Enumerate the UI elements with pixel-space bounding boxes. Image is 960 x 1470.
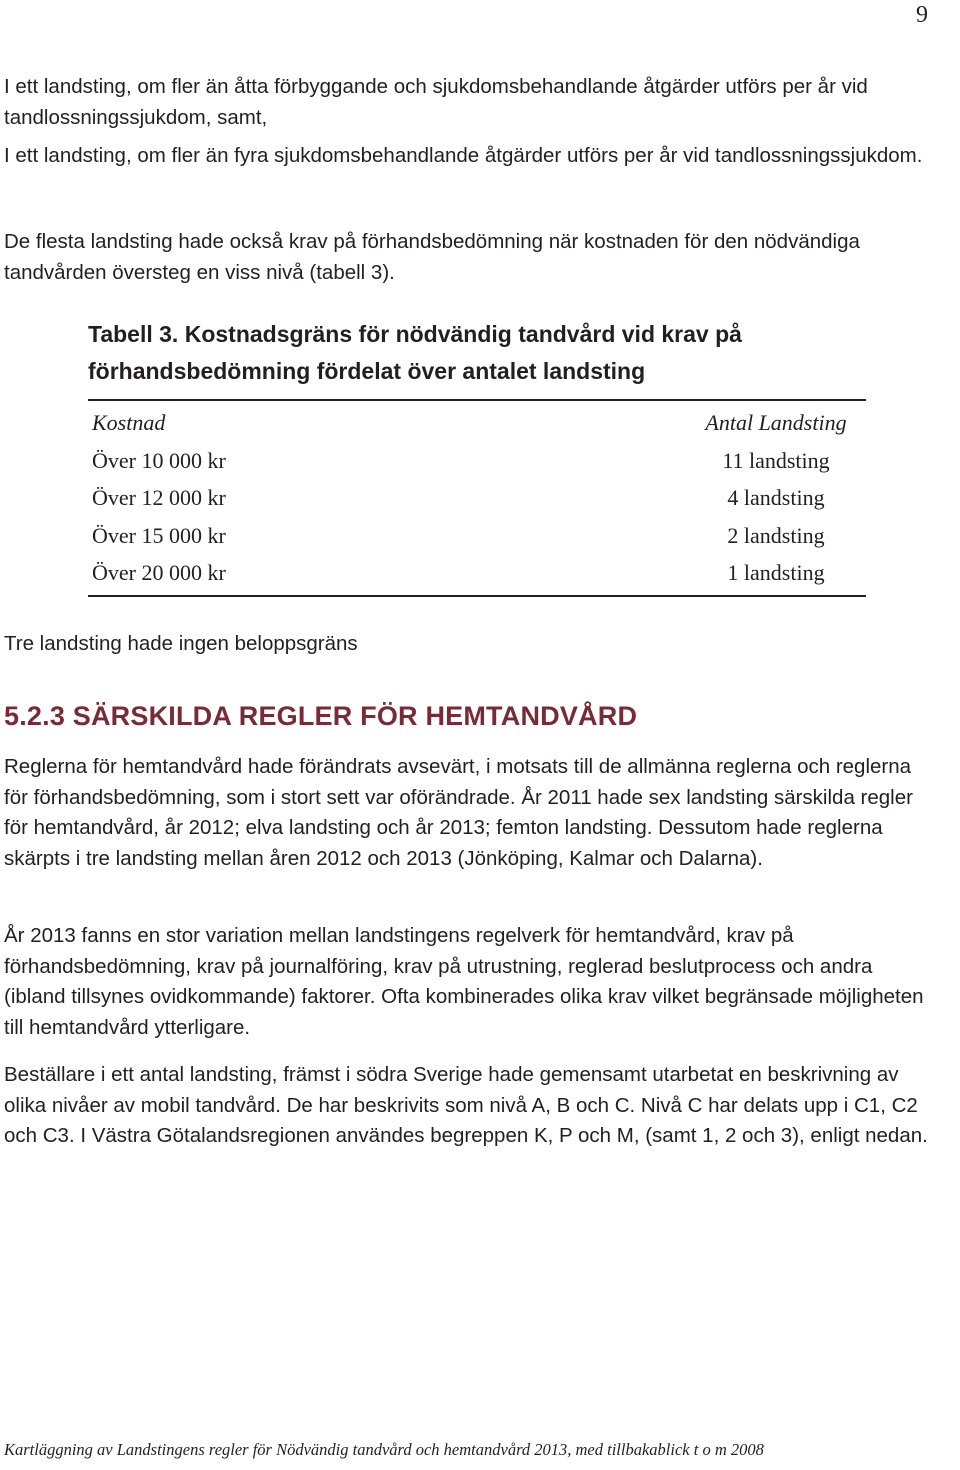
paragraph: Beställare i ett antal landsting, främst i södra Sverige hade gemensamt utarbetat en beskrivning av olika nivåer av mobil tandvård. De har beskrivits som nivå A, B och C. Nivå C har delats upp i C1, C2 och C3. I Västra Götalandsregionen användes begreppen K, P och M, (samt 1, 2 och 3), enligt nedan.	[4, 1063, 928, 1147]
cost-cell: Över 10 000 kr	[92, 447, 226, 473]
table-header-row	[88, 404, 866, 442]
count-cell: 2 landsting	[727, 522, 825, 548]
cost-cell: Över 12 000 kr	[92, 485, 226, 510]
paragraph: Reglerna för hemtandvård hade förändrats avsevärt, i motsats till de allmänna reglerna och reglerna för förhandsbedömning, som i stort sett var oförändrade. År 2011 hade sex landsting särskilda regler för hemtandvård, år 2012; elva landsting och år 2013; femton landsting. Dessutom hade reglerna skärpts i tre landsting mellan åren 2012 och 2013 (Jönköping, Kalmar och Dalarna).	[4, 755, 913, 870]
page-footer: Kartläggning av Landstingens regler för Nödvändig tandvård och hemtandvård 2013, med tillbakablick t o m 2008	[4, 1440, 764, 1459]
page-number: 9	[916, 2, 928, 28]
paragraph: De flesta landsting hade också krav på förhandsbedömning när kostnaden för den nödvändiga tandvården översteg en viss nivå (tabell 3).	[4, 230, 860, 284]
paragraph: I ett landsting, om fler än fyra sjukdomsbehandlande åtgärder utförs per år vid tandlossningssjukdom.	[4, 144, 923, 167]
count-cell: 1 landsting	[727, 560, 825, 585]
table-note: Tre landsting hade ingen beloppsgräns	[4, 632, 358, 655]
cost-cell: Över 20 000 kr	[92, 560, 226, 585]
column-header-cost: Kostnad	[92, 410, 166, 435]
count-cell: 11 landsting	[722, 447, 830, 473]
paragraph: År 2013 fanns en stor variation mellan landstingens regelverk för hemtandvård, krav på förhandsbedömning, krav på journalföring, krav på utrustning, reglerad beslutprocess och andra (ibland tillsynes ovidkommande) faktorer. Ofta kombinerades olika krav vilket begränsade möjligheten till hemtandvård ytterligare.	[4, 924, 924, 1039]
section-heading: 5.2.3 SÄRSKILDA REGLER FÖR HEMTANDVÅRD	[4, 701, 638, 731]
table-row	[88, 479, 866, 517]
paragraph: I ett landsting, om fler än åtta förbyggande och sjukdomsbehandlande åtgärder utförs per år vid tandlossningssjukdom, samt,	[4, 75, 868, 129]
table-row	[88, 442, 866, 480]
table-caption: Tabell 3. Kostnadsgräns för nödvändig tandvård vid krav på förhandsbedömning fördelat över antalet landsting	[88, 321, 742, 384]
count-cell: 4 landsting	[727, 485, 825, 510]
cost-limit-table	[88, 399, 866, 597]
cost-cell: Över 15 000 kr	[92, 522, 226, 548]
column-header-count: Antal Landsting	[705, 410, 847, 435]
table-row	[88, 554, 866, 592]
table-row	[88, 517, 866, 555]
